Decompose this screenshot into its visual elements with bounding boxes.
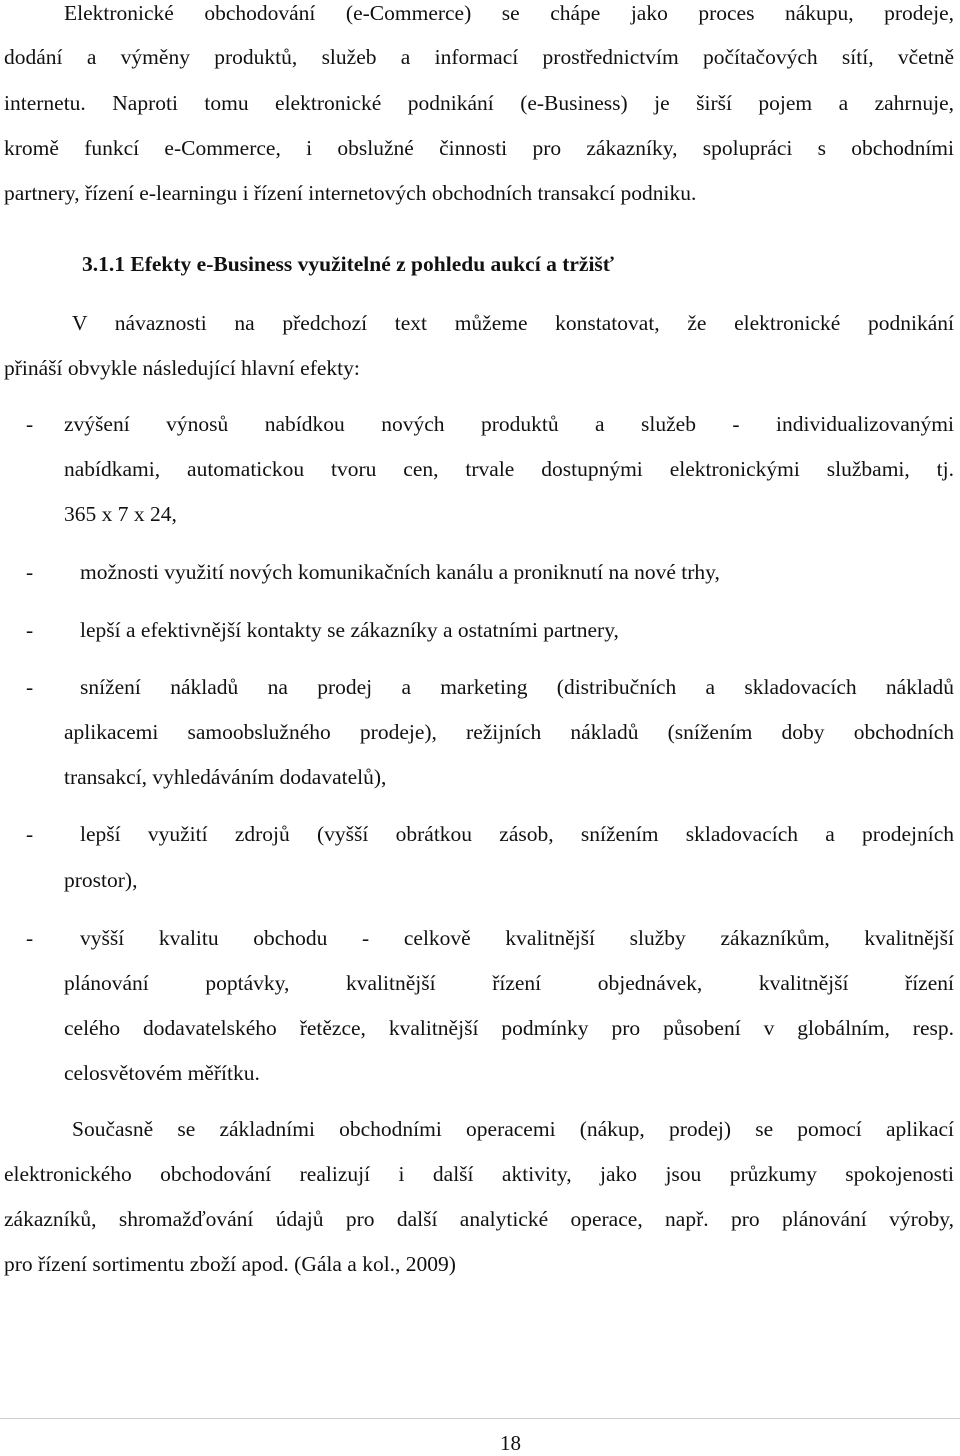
list-dash: - [26,412,34,436]
list-item-line: zvýšení výnosů nabídkou nových produktů a služeb - individualizovanými [64,412,954,436]
list-dash: - [26,822,34,846]
list-item-line: prostor), [64,868,138,892]
list-item-line: transakcí, vyhledáváním dodavatelů), [64,765,387,789]
paragraph-line: pro řízení sortimentu zboží apod. (Gála a kol., 2009) [4,1252,456,1276]
paragraph-line: V návaznosti na předchozí text můžeme konstatovat, že elektronické podnikání [72,311,954,335]
section-heading: 3.1.1 Efekty e-Business využitelné z pohledu aukcí a tržišť [82,252,614,276]
list-item-line: lepší a efektivnější kontakty se zákazníky a ostatními partnery, [80,618,619,642]
list-item-line: snížení nákladů na prodej a marketing (distribučních a skladovacích nákladů [80,675,954,699]
paragraph-line: Současně se základními obchodními operacemi (nákup, prodej) se pomocí aplikací [72,1117,954,1141]
list-item-line: možnosti využití nových komunikačních kanálu a proniknutí na nové trhy, [80,560,720,584]
paragraph-line: zákazníků, shromažďování údajů pro další analytické operace, např. pro plánování výroby, [4,1207,954,1231]
list-dash: - [26,560,34,584]
list-item-line: celosvětovém měřítku. [64,1061,260,1085]
list-item-line: lepší využití zdrojů (vyšší obrátkou zásob, snížením skladovacích a prodejních [80,822,954,846]
page-number: 18 [500,1431,521,1455]
paragraph-line: elektronického obchodování realizují i další aktivity, jako jsou průzkumy spokojenosti [4,1162,954,1186]
list-item-line: nabídkami, automatickou tvoru cen, trvale dostupnými elektronickými službami, tj. [64,457,954,481]
list-dash: - [26,926,34,950]
paragraph-line: kromě funkcí e-Commerce, i obslužné činnosti pro zákazníky, spolupráci s obchodními [4,136,954,160]
list-item-line: celého dodavatelského řetězce, kvalitnější podmínky pro působení v globálním, resp. [64,1016,954,1040]
footer-divider [0,1418,960,1419]
list-item-line: plánování poptávky, kvalitnější řízení objednávek, kvalitnější řízení [64,971,954,995]
list-item-line: aplikacemi samoobslužného prodeje), režijních nákladů (snížením doby obchodních [64,720,954,744]
list-dash: - [26,618,34,642]
paragraph-line: internetu. Naproti tomu elektronické podnikání (e-Business) je širší pojem a zahrnuje, [4,91,954,115]
paragraph-line: přináší obvykle následující hlavní efekty: [4,356,360,380]
paragraph-line: dodání a výměny produktů, služeb a informací prostřednictvím počítačových sítí, včetně [4,45,954,69]
paragraph-line: partnery, řízení e-learningu i řízení internetových obchodních transakcí podniku. [4,181,697,205]
list-dash: - [26,675,34,699]
list-item-line: vyšší kvalitu obchodu - celkově kvalitnější služby zákazníkům, kvalitnější [80,926,954,950]
list-item-line: 365 x 7 x 24, [64,502,177,526]
paragraph-line: Elektronické obchodování (e-Commerce) se chápe jako proces nákupu, prodeje, [64,1,954,25]
